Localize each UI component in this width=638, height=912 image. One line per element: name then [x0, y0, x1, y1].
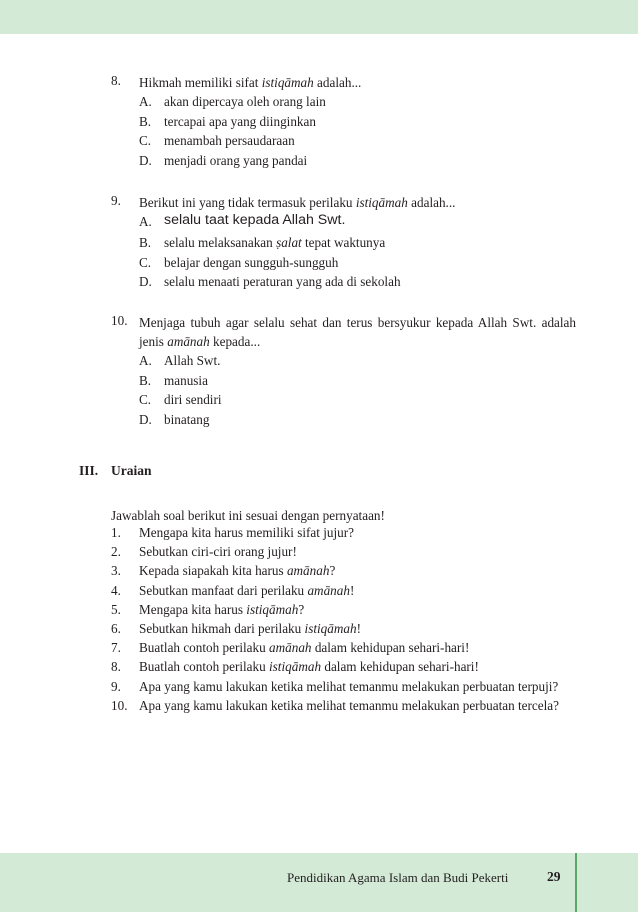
option-b: B. tercapai apa yang diinginkan — [139, 113, 316, 129]
essay-item: 1. Mengapa kita harus memiliki sifat jujur? — [111, 525, 354, 540]
essay-list — [111, 523, 576, 715]
option-c: C. diri sendiri — [139, 392, 222, 407]
question-stem: Menjaga tubuh agar selalu sehat dan terus bersyukur kepada Allah Swt. adalah jenis amānah kepada... — [139, 315, 576, 349]
option-a: A. selalu taat kepada Allah Swt. — [139, 212, 346, 229]
essay-item: 8. Buatlah contoh perilaku istiqāmah dalam kehidupan sehari-hari! — [111, 659, 479, 675]
option-d: D. selalu menaati peraturan yang ada di sekolah — [139, 274, 401, 289]
question-number: 8. — [111, 73, 121, 88]
question-8 — [111, 73, 576, 170]
question-number: 10. — [111, 313, 128, 328]
option-c: C. menambah persaudaraan — [139, 133, 295, 148]
essay-item: 7. Buatlah contoh perilaku amānah dalam kehidupan sehari-hari! — [111, 640, 470, 656]
option-d: D. menjadi orang yang pandai — [139, 152, 308, 168]
question-number: 9. — [111, 193, 121, 208]
footer-divider — [575, 853, 577, 912]
question-stem: Berikut ini yang tidak termasuk perilaku istiqāmah adalah... — [139, 195, 456, 210]
page-number: 29 — [547, 869, 561, 884]
essay-item: 9. Apa yang kamu lakukan ketika melihat temanmu melakukan perbuatan terpuji? — [111, 678, 559, 694]
essay-item: 5. Mengapa kita harus istiqāmah? — [111, 601, 305, 617]
question-10 — [111, 313, 576, 429]
option-a: A. Allah Swt. — [139, 353, 221, 368]
footer-book-title: Pendidikan Agama Islam dan Budi Pekerti — [287, 870, 509, 885]
essay-item: 2. Sebutkan ciri-ciri orang jujur! — [111, 544, 297, 560]
option-b: B. manusia — [139, 372, 208, 388]
section-number: III. — [79, 463, 99, 478]
section-heading — [79, 463, 152, 479]
option-c: C. belajar dengan sungguh-sungguh — [139, 254, 339, 270]
option-d: D. binatang — [139, 411, 210, 427]
option-b: B. selalu melaksanakan ṣalat tepat waktunya — [139, 235, 386, 250]
question-9 — [111, 193, 576, 292]
option-a: A. akan dipercaya oleh orang lain — [139, 94, 326, 109]
section-title: Uraian — [111, 463, 152, 478]
essay-item: 10. Apa yang kamu lakukan ketika melihat temanmu melakukan perbuatan tercela? — [111, 697, 559, 713]
essay-item: 4. Sebutkan manfaat dari perilaku amānah! — [111, 582, 355, 598]
essay-instruction: Jawablah soal berikut ini sesuai dengan pernyataan! — [111, 508, 385, 523]
essay-item: 6. Sebutkan hikmah dari perilaku istiqāmah! — [111, 621, 361, 637]
question-stem: Hikmah memiliki sifat istiqāmah adalah... — [139, 75, 362, 90]
header-band — [0, 0, 638, 34]
essay-item: 3. Kepada siapakah kita harus amānah? — [111, 563, 336, 579]
